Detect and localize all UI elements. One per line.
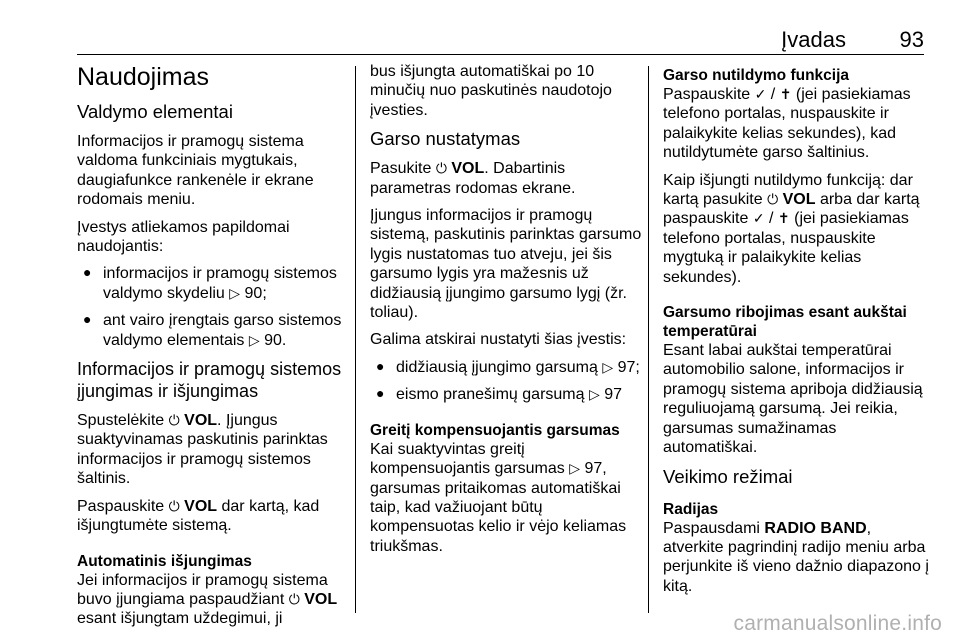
chapter-title: Naudojimas [77, 63, 210, 91]
paragraph: Įvestys atliekamos papildomai naudojantis: [77, 218, 290, 256]
power-icon: ⏻ [288, 590, 300, 607]
page-ref-icon: ▷ [588, 386, 600, 403]
page-ref: 97 [604, 386, 623, 404]
page-ref-icon: ▷ [569, 460, 580, 477]
page-ref-icon: ▷ [602, 358, 614, 375]
page-ref-icon: ▷ [248, 331, 260, 348]
page-ref-icon: ▷ [229, 284, 241, 301]
column-1 [77, 62, 349, 637]
heading-temp-limit: Garsumo ribojimas esant aukštai temperatūrai [663, 304, 907, 341]
list-item: ● eismo pranešimų garsumą ▷ 97 [370, 385, 642, 404]
list-item: ● didžiausią įjungimo garsumą ▷ 97; [370, 358, 642, 377]
column-divider-2 [648, 66, 649, 613]
list-item: ● informacijos ir pramogų sistemos valdymo skydeliu ▷ 90; [77, 264, 349, 303]
paragraph: Pasukite ⏻ VOL. Dabartinis parametras rodomas ekrane. [370, 160, 576, 197]
heading-modes: Veikimo režimai [663, 465, 793, 487]
section-title: Įvadas [781, 27, 846, 52]
power-icon: ⏻ [767, 191, 779, 208]
paragraph: Jei informacijos ir pramogų sistema buvo įjungiama paspaudžiant ⏻ VOL esant išjungtam uždegimui, ji [77, 571, 338, 628]
heading-speed-volume: Greitį kompensuojantis garsumas [370, 421, 620, 439]
paragraph: Galima atskirai nustatyti šias įvestis: [370, 331, 627, 349]
column-2 [370, 62, 642, 564]
page-ref: 97; [617, 358, 640, 376]
list-item: ● ant vairo įrengtais garso sistemos valdymo elementais ▷ 90. [77, 311, 349, 350]
page-ref: 90. [264, 331, 287, 349]
heading-volume: Garso nustatymas [370, 128, 521, 150]
bullet-list [77, 264, 349, 350]
phone-icon: ✓ [752, 210, 765, 227]
mute-icon: ✝ [777, 210, 790, 227]
mute-icon: ✝ [779, 86, 792, 102]
page-header [77, 28, 924, 55]
page-number: 93 [899, 27, 924, 52]
power-icon: ⏻ [168, 412, 180, 429]
heading-radio: Radijas [663, 500, 719, 518]
page-ref: 90; [244, 284, 267, 302]
heading-mute: Garso nutildymo funkcija [663, 67, 850, 84]
power-icon: ⏻ [435, 160, 447, 177]
paragraph: Kaip išjungti nutildymo funkciją: dar kartą pasukite ⏻ VOL arba dar kartą paspauskite ✓ / ✝ (jei pasiekiamas telefono portalas, nuspauskite mygtuką ir palaikykite kelias sekundes). [663, 171, 920, 286]
heading-controls: Valdymo elementai [77, 101, 233, 122]
paragraph: Informacijos ir pramogų sistema valdoma funkciniais mygtukais, daugiafunkce rankenėle ir ekrane rodomais meniu. [77, 133, 314, 209]
column-3 [663, 62, 933, 604]
watermark: carmanualsonline.info [733, 612, 942, 635]
bullet-list [370, 358, 642, 405]
paragraph: Spustelėkite ⏻ VOL. Įjungus suaktyvinamas paskutinis parinktas informacijos ir pramogų sistemos šaltinis. [77, 412, 328, 488]
paragraph: Įjungus informacijos ir pramogų sistemą, paskutinis parinktas garsumo lygis nustatomas tuo atveju, jei šis garsumo lygis yra mažesnis už didžiausią įjungimo garsumo lygį (žr. toliau). [370, 207, 642, 322]
paragraph: Paspauskite ✓ / ✝ (jei pasiekiamas telefono portalas, nuspauskite ir palaikykite kelias sekundes), kad nutildytumėte garso šaltinius. [663, 86, 911, 162]
phone-icon: ✓ [754, 86, 767, 102]
power-icon: ⏻ [168, 497, 180, 514]
paragraph: Paspauskite ⏻ VOL dar kartą, kad išjungtumėte sistemą. [77, 497, 320, 535]
paragraph: Esant labai aukštai temperatūrai automobilio salone, informacijos ir pramogų sistema apriboja didžiausią reguliuojamą garsumą. Jei reikia, garsumas sumažinamas automatiškai. [663, 342, 923, 457]
heading-power: Informacijos ir pramogų sistemos įjungimas ir išjungimas [77, 359, 342, 402]
paragraph: bus išjungta automatiškai po 10 minučių nuo paskutinės naudotojo įvesties. [370, 63, 612, 119]
column-divider-1 [355, 66, 356, 613]
paragraph: Paspausdami RADIO BAND, atverkite pagrindinį radijo meniu arba perjunkite iš vieno dažnio diapazono į kitą. [663, 519, 929, 595]
paragraph: Kai suaktyvintas greitį kompensuojantis garsumas ▷ 97, garsumas pritaikomas automatiškai taip, kad važiuojant būtų kompensuotas kelio ir vėjo keliamas triukšmas. [370, 440, 627, 555]
heading-auto-off: Automatinis išjungimas [77, 552, 252, 570]
